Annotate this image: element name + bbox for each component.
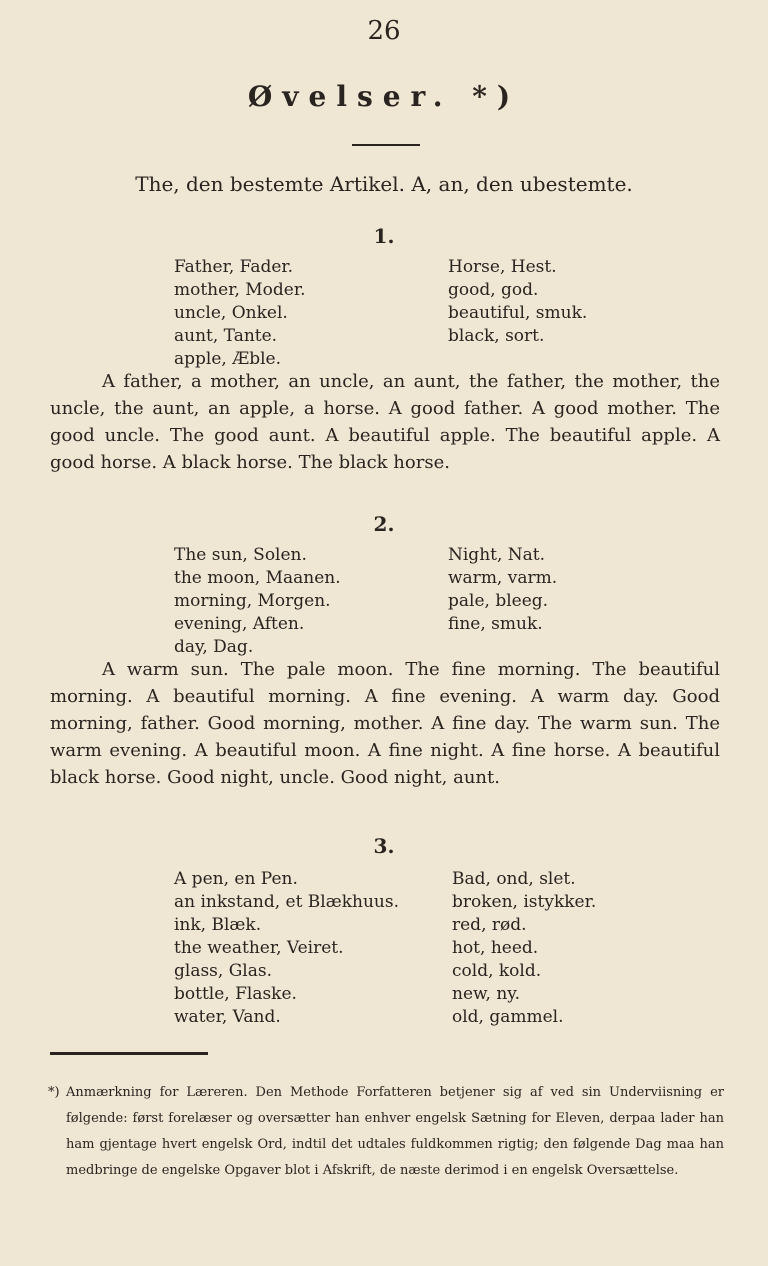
vocab-item: mother, Moder.	[174, 280, 306, 300]
vocab-item: good, god.	[448, 280, 539, 300]
vocab-item: hot, heed.	[452, 938, 539, 958]
vocab-item: aunt, Tante.	[174, 326, 278, 346]
vocab-item: A pen, en Pen.	[174, 869, 298, 889]
exercise-text	[50, 656, 720, 791]
vocab-item: ink, Blæk.	[174, 915, 262, 935]
vocab-list-left	[174, 868, 399, 1029]
footnote-marker: *)	[48, 1085, 60, 1100]
exercise-sentences: A father, a mother, an uncle, an aunt, the father, the mother, the uncle, the aunt, an apple, a horse. A good father. A good mother. The good uncle. The good aunt. A beautiful apple. The beautiful apple. A good horse. A black horse. The black horse.	[50, 371, 720, 473]
vocab-item: glass, Glas.	[174, 961, 272, 981]
section-number: 3.	[373, 834, 395, 858]
subtitle: The, den bestemte Artikel. A, an, den ubestemte.	[135, 172, 633, 196]
vocab-item: pale, bleeg.	[448, 591, 549, 611]
vocab-item: old, gammel.	[452, 1007, 564, 1027]
vocab-list-right	[452, 868, 596, 1029]
footnote	[48, 1080, 724, 1184]
vocab-item: morning, Morgen.	[174, 591, 331, 611]
vocab-list-right	[448, 544, 557, 636]
footnote-text: Anmærkning for Læreren. Den Methode Forfatteren betjener sig af ved sin Underviisning er følgende: først forelæser og oversætter han enhver engelsk Sætning for Eleven, derpaa lader han ham gjentage hvert engelsk Ord, indtil det udtales fuldkommen rigtig; den følgende Dag maa han medbringe de engelske Opgaver blot i Afskrift, de næste derimod i en engelsk Oversættelse.	[66, 1085, 724, 1178]
vocab-item: fine, smuk.	[448, 614, 543, 634]
footnote-divider	[50, 1052, 208, 1055]
vocab-item: cold, kold.	[452, 961, 542, 981]
vocab-item: Night, Nat.	[448, 545, 546, 565]
vocab-item: uncle, Onkel.	[174, 303, 288, 323]
vocab-item: Father, Fader.	[174, 257, 294, 277]
vocab-item: bottle, Flaske.	[174, 984, 297, 1004]
title-divider	[352, 144, 420, 146]
vocab-list-left	[174, 256, 306, 371]
vocab-item: black, sort.	[448, 326, 545, 346]
page-title: Øvelser. *)	[247, 80, 521, 113]
vocab-item: warm, varm.	[448, 568, 558, 588]
vocab-item: beautiful, smuk.	[448, 303, 588, 323]
vocab-item: day, Dag.	[174, 637, 254, 657]
page-number: 26	[367, 16, 401, 46]
vocab-item: apple, Æble.	[174, 349, 282, 369]
exercise-text	[50, 368, 720, 476]
vocab-list-left	[174, 544, 341, 659]
vocab-item: Bad, ond, slet.	[452, 869, 576, 889]
vocab-item: broken, istykker.	[452, 892, 597, 912]
vocab-list-right	[448, 256, 587, 348]
vocab-item: new, ny.	[452, 984, 521, 1004]
vocab-item: water, Vand.	[174, 1007, 281, 1027]
vocab-item: Horse, Hest.	[448, 257, 557, 277]
vocab-item: the weather, Veiret.	[174, 938, 344, 958]
vocab-item: the moon, Maanen.	[174, 568, 341, 588]
section-number: 1.	[373, 224, 395, 248]
vocab-item: red, rød.	[452, 915, 527, 935]
vocab-item: an inkstand, et Blækhuus.	[174, 892, 399, 912]
section-number: 2.	[373, 512, 395, 536]
vocab-item: The sun, Solen.	[174, 545, 307, 565]
vocab-item: evening, Aften.	[174, 614, 305, 634]
exercise-sentences: A warm sun. The pale moon. The fine morning. The beautiful morning. A beautiful morning. A fine evening. A warm day. Good morning, father. Good morning, mother. A fine day. The warm sun. The warm evening. A beautiful moon. A fine night. A fine horse. A beautiful black horse. Good night, uncle. Good night, aunt.	[50, 659, 720, 788]
